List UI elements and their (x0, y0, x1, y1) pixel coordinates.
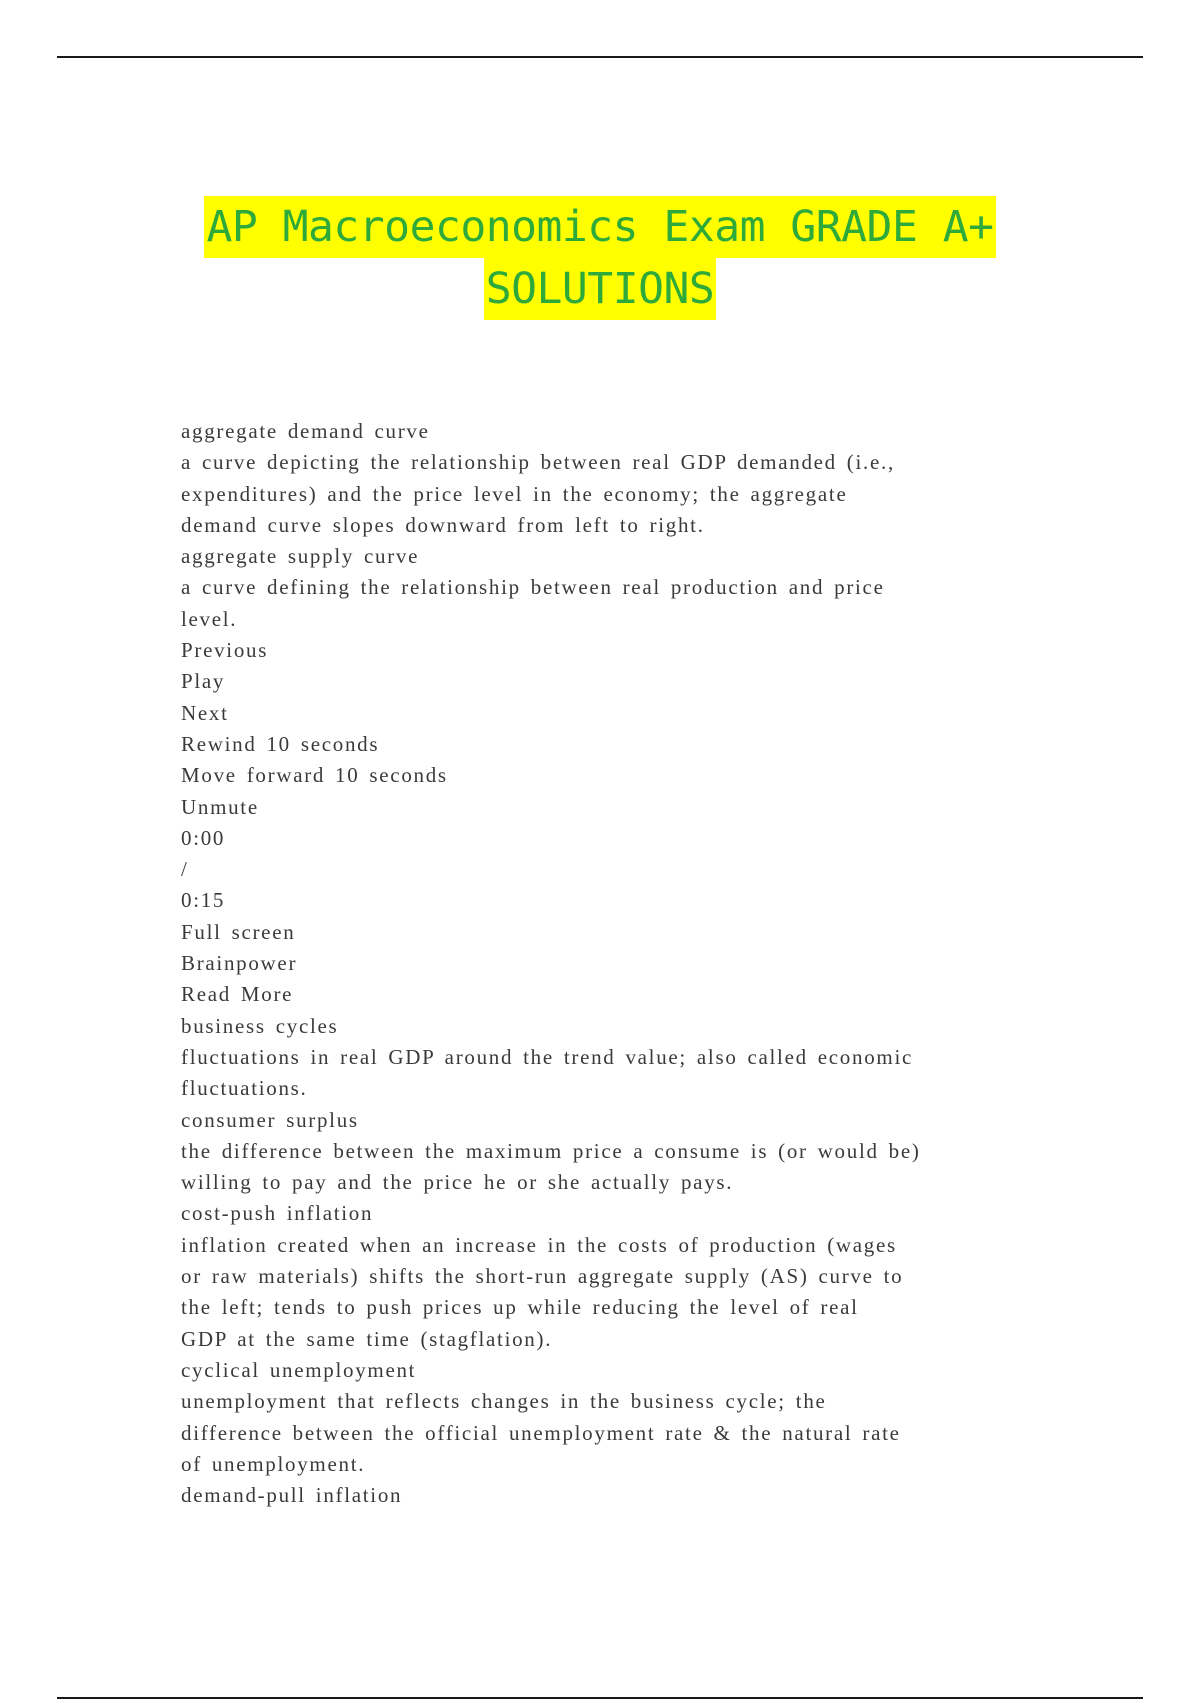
body-line: demand-pull inflation (181, 1483, 403, 1508)
body-line: Play (181, 669, 226, 694)
body-line: willing to pay and the price he or she actually pays. (181, 1170, 734, 1195)
top-rule (57, 56, 1143, 58)
body-line: 0:15 (181, 888, 226, 913)
body-line: business cycles (181, 1013, 339, 1038)
body-line: Brainpower (181, 951, 298, 976)
body-line: or raw materials) shifts the short-run aggregate supply (AS) curve to (181, 1264, 904, 1289)
body-line: 0:00 (181, 825, 226, 850)
body-line: unemployment that reflects changes in the business cycle; the (181, 1389, 827, 1414)
title-line-2: SOLUTIONS (484, 258, 717, 320)
body-line: GDP at the same time (stagflation). (181, 1326, 553, 1351)
body-line: Next (181, 700, 229, 725)
body-line: Unmute (181, 794, 259, 819)
body-line: the difference between the maximum price a consume is (or would be) (181, 1138, 921, 1163)
body-line: fluctuations. (181, 1076, 308, 1101)
body-line: expenditures) and the price level in the economy; the aggregate (181, 481, 848, 506)
body-line: Previous (181, 638, 269, 663)
body-line: cost-push inflation (181, 1201, 374, 1226)
body-line: the left; tends to push prices up while reducing the level of real (181, 1295, 859, 1320)
body-line: level. (181, 606, 238, 631)
body-line: a curve defining the relationship between real production and price (181, 575, 885, 600)
body-line: inflation created when an increase in the costs of production (wages (181, 1232, 897, 1257)
body-line: consumer surplus (181, 1107, 359, 1132)
title-line-1: AP Macroeconomics Exam GRADE A+ (204, 196, 995, 258)
document-title (0, 196, 1200, 320)
body-line: a curve depicting the relationship between real GDP demanded (i.e., (181, 450, 895, 475)
body-line: Full screen (181, 919, 296, 944)
bottom-rule (57, 1697, 1143, 1699)
body-line: difference between the official unemployment rate & the natural rate (181, 1420, 901, 1445)
body-line: Move forward 10 seconds (181, 763, 448, 788)
body-line: demand curve slopes downward from left to right. (181, 512, 705, 537)
document-body (181, 416, 1061, 1511)
body-line: Read More (181, 982, 294, 1007)
body-line: cyclical unemployment (181, 1357, 417, 1382)
body-line: Rewind 10 seconds (181, 731, 380, 756)
body-line: aggregate supply curve (181, 544, 420, 569)
body-line: aggregate demand curve (181, 419, 430, 443)
body-line: of unemployment. (181, 1451, 366, 1476)
body-line: / (181, 857, 189, 882)
body-line: fluctuations in real GDP around the trend value; also called economic (181, 1044, 913, 1069)
